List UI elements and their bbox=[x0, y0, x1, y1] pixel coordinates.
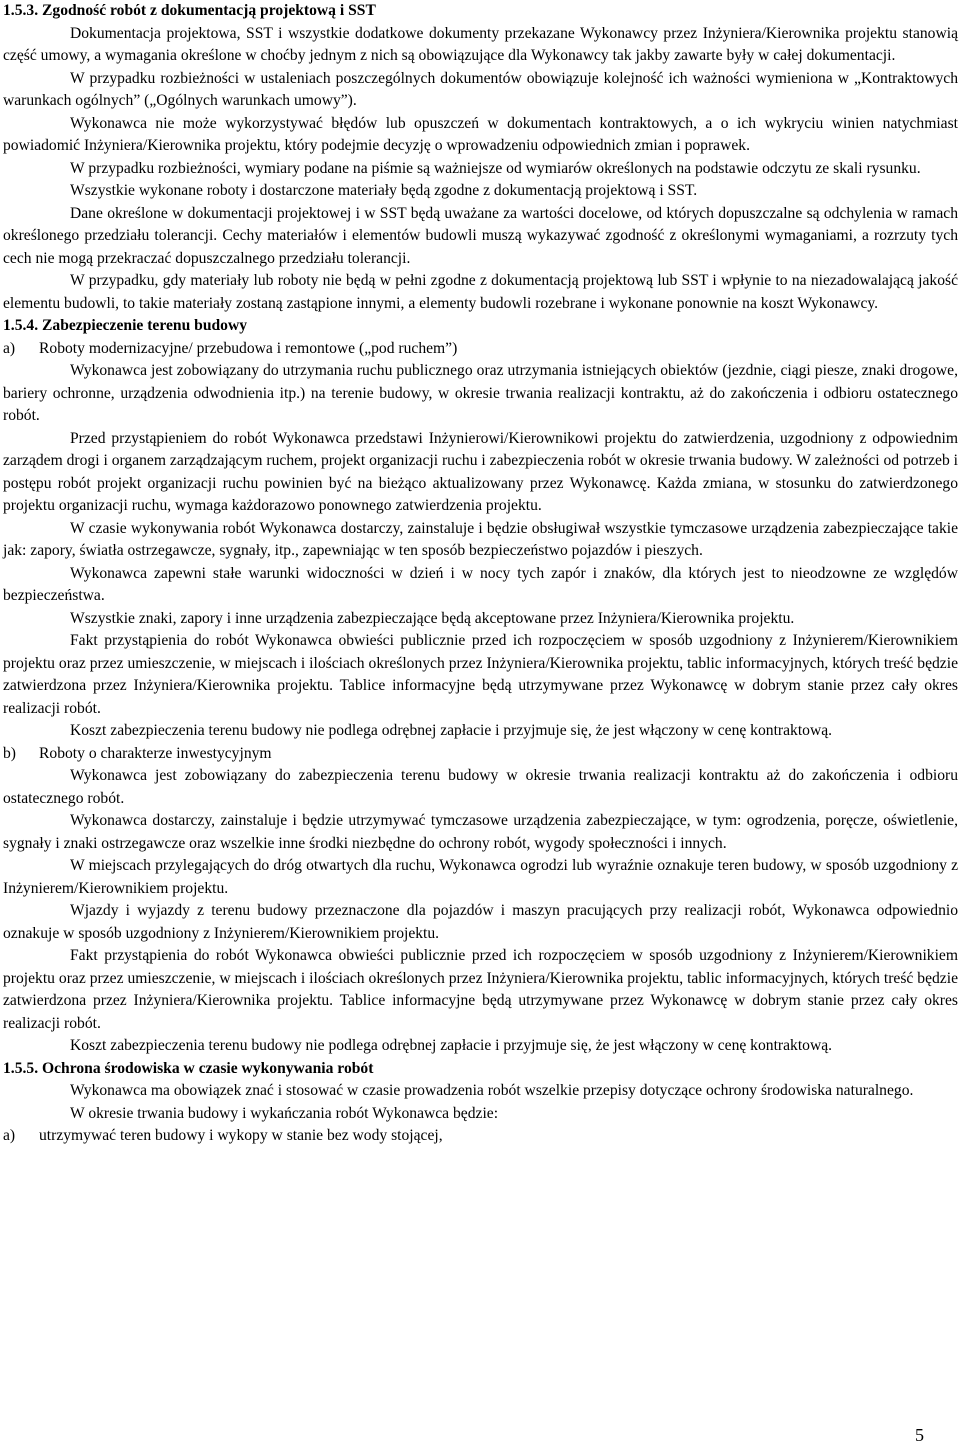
paragraph: Wykonawca jest zobowiązany do utrzymania ruchu publicznego oraz utrzymania istniejących obiektów (jezdnie, ciągi piesze, znaki drogowe, bariery ochronne, urządzenia odwodnienia itp.) na terenie budowy, w okresie trwania realizacji kontraktu, aż do zakończenia i odbioru ostatecznego robót. bbox=[3, 362, 958, 424]
paragraph: Wjazdy i wyjazdy z terenu budowy przeznaczone dla pojazdów i maszyn pracujących przy realizacji robót, Wykonawca odpowiednio oznakuje w sposób uzgodniony z Inżynierem/Kierownikiem projektu. bbox=[3, 902, 958, 942]
paragraph: Fakt przystąpienia do robót Wykonawca obwieści publicznie przed ich rozpoczęciem w sposób uzgodniony z Inżynierem/Kierownikiem projektu oraz przez umieszczenie, w miejscach i ilościach określonych przez Inżyniera/Kierownika projektu, tablic informacyjnych, których treść będzie zatwierdzona przez Inżyniera/Kierownika projektu. Tablice informacyjne będą utrzymywane przez Wykonawcę w dobrym stanie przez cały okres realizacji robót. bbox=[3, 632, 958, 717]
paragraph: Koszt zabezpieczenia terenu budowy nie podlega odrębnej zapłacie i przyjmuje się, że jest włączony w cenę kontraktową. bbox=[70, 722, 833, 739]
paragraph: Wykonawca zapewni stałe warunki widoczności w dzień i w nocy tych zapór i znaków, dla których jest to nieodzowne ze względów bezpieczeństwa. bbox=[3, 564, 958, 604]
section-number: 1.5.4. bbox=[3, 317, 39, 334]
paragraph: Dane określone w dokumentacji projektowej i w SST będą uważane za wartości docelowe, od których dopuszczalne są odchylenia w ramach określonego przedziału tolerancji. Cechy materiałów i elementów budowli muszą wykazywać zgodność z określonymi wymaganiami, a rozrzuty tych cech nie mogą przekraczać dopuszczalnego przedziału tolerancji. bbox=[3, 204, 958, 267]
section-number: 1.5.5. bbox=[3, 1059, 39, 1077]
paragraph: Wszystkie znaki, zapory i inne urządzenia zabezpieczające będą akceptowane przez Inżyniera/Kierownika projektu. bbox=[70, 609, 795, 627]
paragraph: Wykonawca ma obowiązek znać i stosować w czasie prowadzenia robót wszelkie przepisy dotyczące ochrony środowiska naturalnego. bbox=[70, 1082, 914, 1099]
paragraph: Koszt zabezpieczenia terenu budowy nie podlega odrębnej zapłacie i przyjmuje się, że jest włączony w cenę kontraktową. bbox=[70, 1037, 833, 1054]
page-number: 5 bbox=[915, 1425, 924, 1445]
paragraph: Przed przystąpieniem do robót Wykonawca przedstawi Inżynierowi/Kierownikowi projektu do zatwierdzenia, uzgodniony z odpowiednim zarządem drogi i organem zarządzającym ruchem, projekt organizacji ruchu i zabezpieczenia robót w okresie trwania budowy. W zależności od potrzeb i postępu robót projekt organizacji ruchu powinien być na bieżąco aktualizowany przez Wykonawcę. Każda zmiana, w stosunku do zatwierdzonego projektu organizacji ruchu, wymaga każdorazowo ponownego zatwierdzenia projektu. bbox=[3, 429, 958, 514]
section-title: Ochrona środowiska w czasie wykonywania robót bbox=[42, 1059, 374, 1077]
section-title: Zgodność robót z dokumentacją projektową i SST bbox=[42, 2, 376, 19]
list-item-b bbox=[3, 743, 958, 766]
section-number: 1.5.3. bbox=[3, 2, 39, 19]
paragraph: W przypadku, gdy materiały lub roboty nie będą w pełni zgodne z dokumentacją projektową lub SST i wpłynie to na niezadowalającą jakość elementu budowli, to takie materiały zostaną zastąpione innymi, a elementy budowli rozebrane i wykonane ponownie na koszt Wykonawcy. bbox=[3, 272, 958, 312]
list-marker: a) bbox=[3, 1127, 16, 1144]
paragraph: Wszystkie wykonane roboty i dostarczone materiały będą zgodne z dokumentacją projektową i SST. bbox=[70, 182, 698, 199]
paragraph: Wykonawca dostarczy, zainstaluje i będzie utrzymywać tymczasowe urządzenia zabezpieczające, w tym: ogrodzenia, poręcze, oświetlenie, sygnały i znaki ostrzegawcze oraz wszelkie inne środki niezbędne do ochrony robót, wygody społeczności i innych. bbox=[3, 812, 958, 852]
list-item-a bbox=[3, 338, 958, 361]
section-title: Zabezpieczenie terenu budowy bbox=[42, 317, 248, 334]
list-marker: b) bbox=[3, 744, 16, 762]
list-item-text: Roboty modernizacyjne/ przebudowa i remontowe („pod ruchem”) bbox=[39, 339, 458, 357]
list-item-text: utrzymywać teren budowy i wykopy w stanie bez wody stojącej, bbox=[39, 1127, 443, 1144]
section-heading-1-5-3 bbox=[3, 0, 958, 23]
list-item-text: Roboty o charakterze inwestycyjnym bbox=[39, 744, 272, 762]
paragraph: W przypadku rozbieżności, wymiary podane na piśmie są ważniejsze od wymiarów określonych na podstawie odczytu ze skali rysunku. bbox=[70, 159, 921, 177]
paragraph: Wykonawca jest zobowiązany do zabezpieczenia terenu budowy w okresie trwania realizacji kontraktu aż do zakończenia i odbioru ostatecznego robót. bbox=[3, 767, 958, 807]
paragraph: W okresie trwania budowy i wykańczania robót Wykonawca będzie: bbox=[70, 1104, 499, 1122]
paragraph: W miejscach przylegających do dróg otwartych dla ruchu, Wykonawca ogrodzi lub wyraźnie oznakuje teren budowy, w sposób uzgodniony z Inżynierem/Kierownikiem projektu. bbox=[3, 857, 958, 897]
list-marker: a) bbox=[3, 339, 16, 357]
list-item-a bbox=[3, 1125, 958, 1148]
paragraph: Fakt przystąpienia do robót Wykonawca obwieści publicznie przed ich rozpoczęciem w sposób uzgodniony z Inżynierem/Kierownikiem projektu oraz przez umieszczenie, w miejscach i ilościach określonych przez Inżyniera/Kierownika projektu, tablic informacyjnych, których treść będzie zatwierdzona przez Inżyniera/Kierownika projektu. Tablice informacyjne będą utrzymywane przez Wykonawcę w dobrym stanie przez cały okres realizacji robót. bbox=[3, 947, 958, 1032]
paragraph: W czasie wykonywania robót Wykonawca dostarczy, zainstaluje i będzie obsługiwał wszystkie tymczasowe urządzenia zabezpieczające takie jak: zapory, światła ostrzegawcze, sygnały, itp., zapewniając w ten sposób bezpieczeństwo pojazdów i pieszych. bbox=[3, 519, 958, 559]
paragraph: W przypadku rozbieżności w ustaleniach poszczególnych dokumentów obowiązuje kolejność ich ważności wymieniona w „Kontraktowych warunkach ogólnych” („Ogólnych warunkach umowy”). bbox=[3, 69, 958, 109]
paragraph: Wykonawca nie może wykorzystywać błędów lub opuszczeń w dokumentach kontraktowych, a o ich wykryciu winien natychmiast powiadomić Inżyniera/Kierownika projektu, który podejmie decyzję o wprowadzeniu odpowiednich zmian i poprawek. bbox=[3, 114, 958, 154]
section-heading-1-5-4 bbox=[3, 315, 958, 338]
section-heading-1-5-5 bbox=[3, 1058, 958, 1081]
paragraph: Dokumentacja projektowa, SST i wszystkie dodatkowe dokumenty przekazane Wykonawcy przez Inżyniera/Kierownika projektu stanowią część umowy, a wymagania określone w choćby jednym z nich są obowiązujące dla Wykonawcy tak jakby zawarte były w całej dokumentacji. bbox=[3, 24, 958, 64]
